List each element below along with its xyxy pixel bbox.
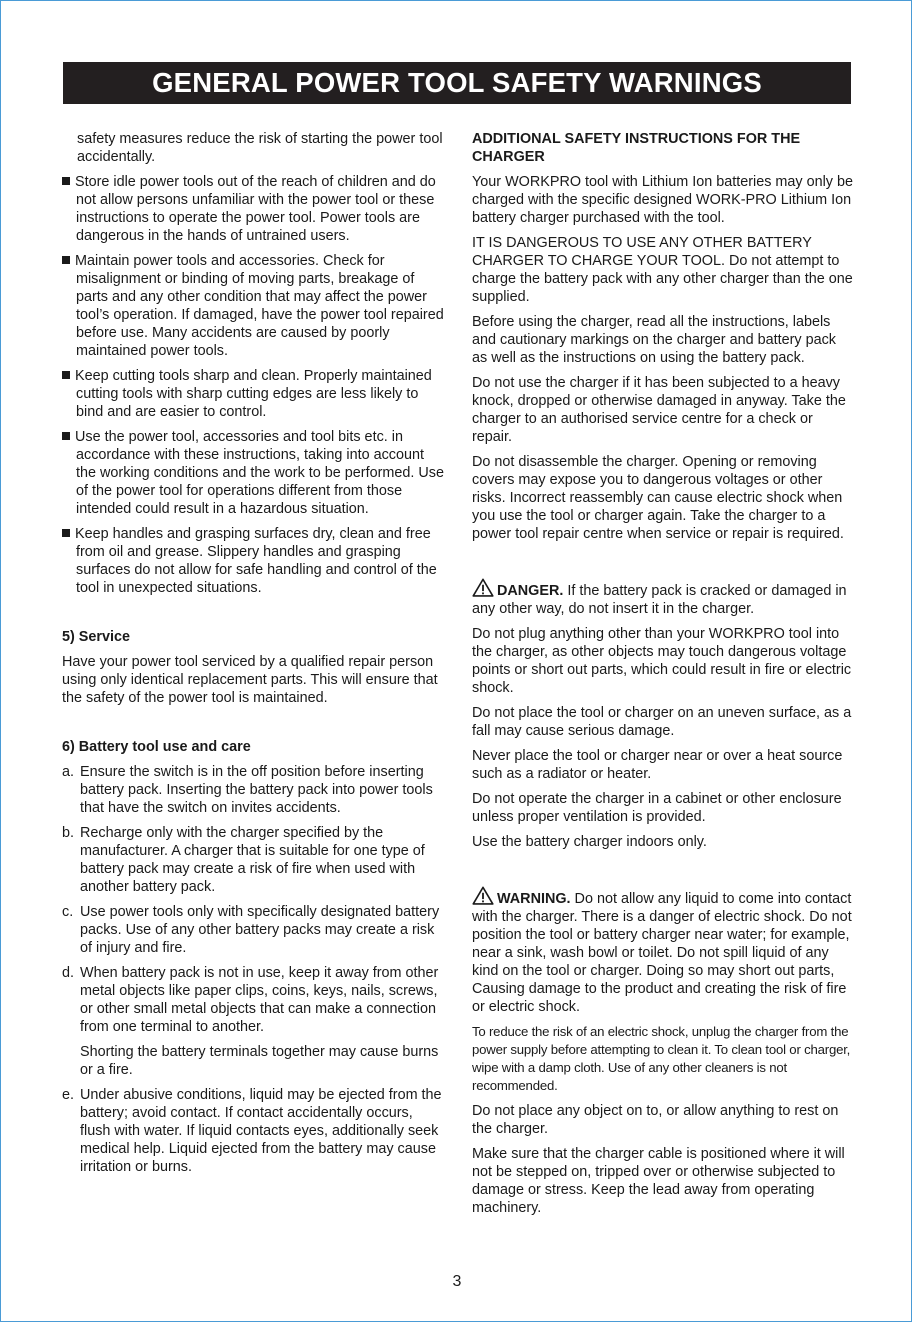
charger-heading: ADDITIONAL SAFETY INSTRUCTIONS FOR THE CHARGER (472, 131, 801, 165)
danger-label: DANGER. (497, 583, 564, 599)
right-column (472, 130, 854, 1224)
warning-detail: Make sure that the charger cable is positioned where it will not be stepped on, tripped over or otherwise subjected to damage or stress. Keep the lead away from operating machinery. (472, 1146, 845, 1216)
charger-paragraph: Do not disassemble the charger. Opening or removing covers may expose you to dangerous voltages or other risks. Incorrect reassembly can cause electric shock when you use the tool or charger again. Take the charger to a power tool repair centre when service or repair is required. (472, 454, 844, 542)
bullet-square-icon (62, 256, 70, 264)
intro-text: safety measures reduce the risk of starting the power tool accidentally. (77, 131, 443, 165)
danger-detail: Use the battery charger indoors only. (472, 834, 707, 850)
warning-detail: Do not place any object on to, or allow anything to rest on the charger. (472, 1103, 839, 1137)
left-column (62, 130, 444, 1183)
warning-label: WARNING. (497, 891, 571, 907)
service-text: Have your power tool serviced by a qualified repair person using only identical replacement parts. This will ensure that the safety of the power tool is maintained. (62, 654, 438, 706)
bullet-item: Keep handles and grasping surfaces dry, clean and free from oil and grease. Slippery handles and grasping surfaces do not allow for safe handling and control of the tool in unexpected situations. (62, 525, 444, 597)
page-number: 3 (452, 1273, 462, 1290)
warning-triangle-icon (472, 578, 494, 597)
charger-paragraph: IT IS DANGEROUS TO USE ANY OTHER BATTERY CHARGER TO CHARGE YOUR TOOL. Do not attempt to charge the battery pack with any other charger than the one supplied. (472, 235, 853, 305)
service-heading: 5) Service (62, 629, 131, 645)
battery-item: e. Under abusive conditions, liquid may be ejected from the battery; avoid contact. If contact accidentally occurs, flush with water. If liquid contacts eyes, additionally seek medical help. Liquid ejected from the battery may cause irritation or burns. (62, 1087, 442, 1175)
danger-detail: Do not operate the charger in a cabinet or other enclosure unless proper ventilation is provided. (472, 791, 842, 825)
battery-item: c. Use power tools only with specifically designated battery packs. Use of any other battery packs may create a risk of injury and fire. (62, 904, 440, 956)
banner-title: GENERAL POWER TOOL SAFETY WARNINGS (63, 62, 851, 104)
danger-detail: Do not plug anything other than your WORKPRO tool into the charger, as other objects may touch dangerous voltage points or short out parts, which could result in fire or electric shock. (472, 626, 852, 696)
battery-item: b. Recharge only with the charger specified by the manufacturer. A charger that is suitable for one type of battery pack may create a risk of fire when used with another battery pack. (62, 825, 425, 895)
warning-triangle-icon (472, 886, 494, 905)
battery-heading: 6) Battery tool use and care (62, 739, 251, 755)
bullet-item: Maintain power tools and accessories. Check for misalignment or binding of moving parts, breakage of parts and any other condition that may affect the power tool’s operation. If damaged, have the power tool repaired before use. Many accidents are caused by poorly maintained power tools. (62, 252, 444, 360)
charger-paragraph: Your WORKPRO tool with Lithium Ion batteries may only be charged with the specific designed WORK-PRO Lithium Ion battery charger purchased with the tool. (472, 174, 853, 226)
bullet-square-icon (62, 432, 70, 440)
bullet-square-icon (62, 177, 70, 185)
bullet-square-icon (62, 371, 70, 379)
bullet-item: Store idle power tools out of the reach of children and do not allow persons unfamiliar with the power tool or these instructions to operate the power tool. Power tools are dangerous in the hands of untrained users. (62, 173, 444, 245)
warning-paragraph: WARNING. Do not allow any liquid to come into contact with the charger. There is a danger of electric shock. Do not position the tool or battery charger near water; for example, near a sink, wash bowl or toilet. Do not spill liquid of any kind on the tool or charger. Doing so may short out parts, Causing damage to the product and creating the risk of fire or electric shock. (472, 886, 854, 1016)
battery-item: a. Ensure the switch is in the off position before inserting battery pack. Inserting the battery pack into power tools that have the switch on invites accidents. (62, 764, 433, 816)
battery-item: d. When battery pack is not in use, keep it away from other metal objects like paper clips, coins, keys, nails, screws, or other small metal objects that can make a connection from one terminal to another. (62, 965, 439, 1035)
bullet-item: Use the power tool, accessories and tool bits etc. in accordance with these instructions, taking into account the working conditions and the work to be performed. Use of the power tool for operations different from those intended could result in a hazardous situation. (62, 428, 444, 518)
bullet-square-icon (62, 529, 70, 537)
danger-paragraph: DANGER. If the battery pack is cracked or damaged in any other way, do not insert it in the charger. (472, 578, 854, 618)
warning-small-text: To reduce the risk of an electric shock, unplug the charger from the power supply before attempting to clean it. To clean tool or charger, wipe with a damp cloth. Use of any other cleaners is not recommended. (472, 1024, 851, 1093)
danger-detail: Do not place the tool or charger on an uneven surface, as a fall may cause serious damage. (472, 705, 852, 739)
battery-item-continuation: Shorting the battery terminals together may cause burns or a fire. (80, 1044, 439, 1078)
bullet-item: Keep cutting tools sharp and clean. Properly maintained cutting tools with sharp cutting edges are less likely to bind and are easier to control. (62, 367, 444, 421)
charger-paragraph: Before using the charger, read all the instructions, labels and cautionary markings on the charger and battery pack as well as the instructions on using the battery pack. (472, 314, 836, 366)
charger-paragraph: Do not use the charger if it has been subjected to a heavy knock, dropped or otherwise damaged in anyway. Take the charger to an authorised service centre for a check or repair. (472, 375, 846, 445)
danger-detail: Never place the tool or charger near or over a heat source such as a radiator or heater. (472, 748, 843, 782)
